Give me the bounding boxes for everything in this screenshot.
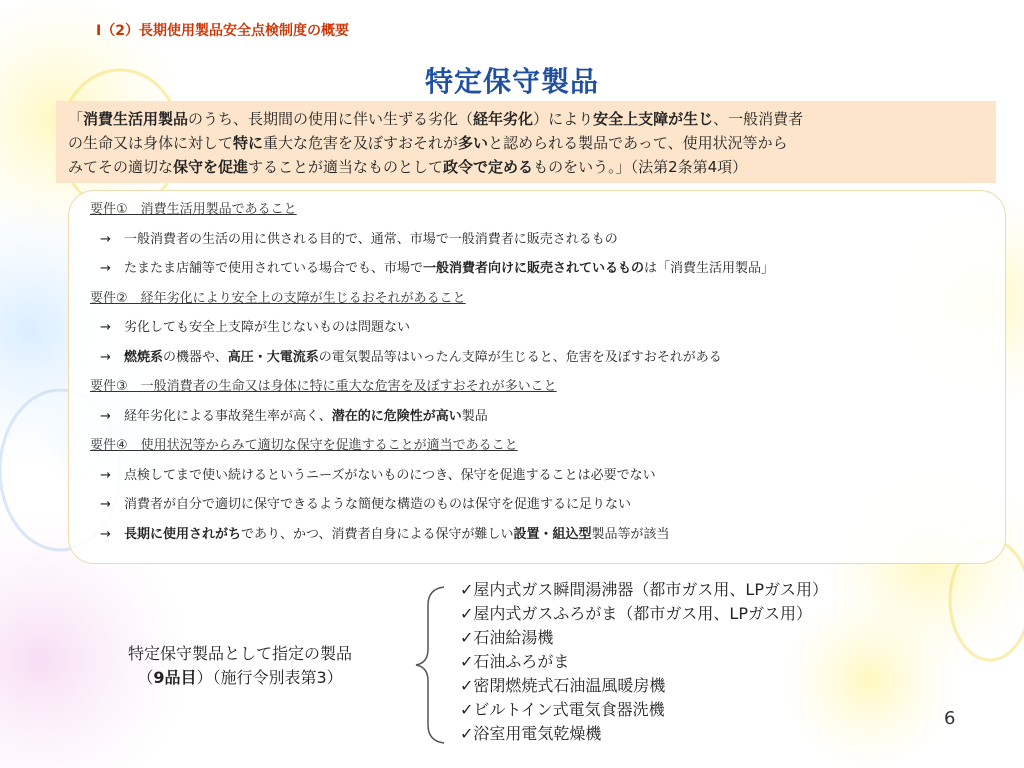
check-icon: ✓ (460, 676, 474, 695)
arrow-icon: → (100, 261, 111, 276)
requirement-point: → 劣化しても安全上支障が生じないものは問題ない (100, 320, 411, 335)
requirement-point: → 経年劣化による事故発生率が高く、潜在的に危険性が高い製品 (100, 408, 488, 424)
check-icon: ✓ (460, 628, 474, 647)
product-item: ✓屋内式ガスふろがま（都市ガス用、LPガス用） (460, 604, 812, 623)
designated-line1: 特定保守製品として指定の製品 (127, 644, 352, 663)
definition-line: 「消費生活用製品のうち、長期間の使用に伴い生ずる劣化（経年劣化）により安全上支障が生じ、一般消費者 (68, 110, 804, 128)
definition-line: みてその適切な保守を促進することが適当なものとして政令で定めるものをいう。」（法第2条第4項） (68, 158, 748, 176)
definition-line: の生命又は身体に対して特に重大な危害を及ぼすおそれが多いと認められる製品であって、使用状況等から (68, 134, 788, 152)
arrow-icon: → (100, 497, 111, 512)
requirement-heading: 要件③ 一般消費者の生命又は身体に特に重大な危害を及ぼすおそれが多いこと (90, 379, 557, 394)
definition-box (56, 101, 996, 183)
check-icon: ✓ (460, 724, 474, 743)
designated-products-label (100, 642, 380, 690)
arrow-icon: → (100, 526, 111, 542)
requirement-point: → 長期に使用されがちであり、かつ、消費者自身による保守が難しい設置・組込型製品等が該当 (100, 526, 670, 542)
requirement-heading: 要件① 消費生活用製品であること (90, 202, 297, 217)
check-icon: ✓ (460, 700, 474, 719)
arrow-icon: → (100, 320, 111, 335)
requirement-point: → たまたま店舗等で使用されている場合でも、市場で一般消費者向けに販売されているものは「消費生活用製品」 (100, 261, 775, 276)
product-item: ✓石油給湯機 (460, 628, 554, 647)
page-number: 6 (944, 708, 956, 729)
requirement-point: → 点検してまで使い続けるというニーズがないものにつき、保守を促進することは必要でない (100, 467, 656, 483)
product-item: ✓ビルトイン式電気食器洗機 (460, 700, 665, 719)
product-item: ✓浴室用電気乾燥機 (460, 724, 602, 743)
product-item: ✓屋内式ガス瞬間湯沸器（都市ガス用、LPガス用） (460, 580, 828, 599)
check-icon: ✓ (460, 580, 474, 599)
product-item: ✓石油ふろがま (460, 652, 570, 671)
product-item: ✓密閉燃焼式石油温風暖房機 (460, 676, 666, 695)
arrow-icon: → (100, 467, 111, 483)
arrow-icon: → (100, 349, 111, 365)
check-icon: ✓ (460, 604, 474, 623)
requirement-heading: 要件② 経年劣化により安全上の支障が生じるおそれがあること (90, 290, 466, 306)
requirement-point: → 消費者が自分で適切に保守できるような簡便な構造のものは保守を促進するに足りない (100, 497, 632, 512)
designated-line2: （9品目）（施行令別表第3） (137, 668, 343, 687)
requirement-heading: 要件④ 使用状況等からみて適切な保守を促進することが適当であること (90, 438, 518, 453)
requirement-point: → 一般消費者の生活の用に供される目的で、通常、市場で一般消費者に販売されるもの (100, 231, 618, 247)
requirement-point: → 燃焼系の機器や、高圧・大電流系の電気製品等はいったん支障が生じると、危害を及ぼすおそれがある (100, 349, 722, 365)
check-icon: ✓ (460, 652, 474, 671)
brace-icon (410, 585, 450, 745)
arrow-icon: → (100, 408, 111, 424)
product-list (460, 578, 828, 746)
section-label: Ⅰ（2）長期使用製品安全点検制度の概要 (96, 23, 349, 39)
page-title: 特定保守製品 (424, 65, 599, 98)
arrow-icon: → (100, 231, 111, 247)
